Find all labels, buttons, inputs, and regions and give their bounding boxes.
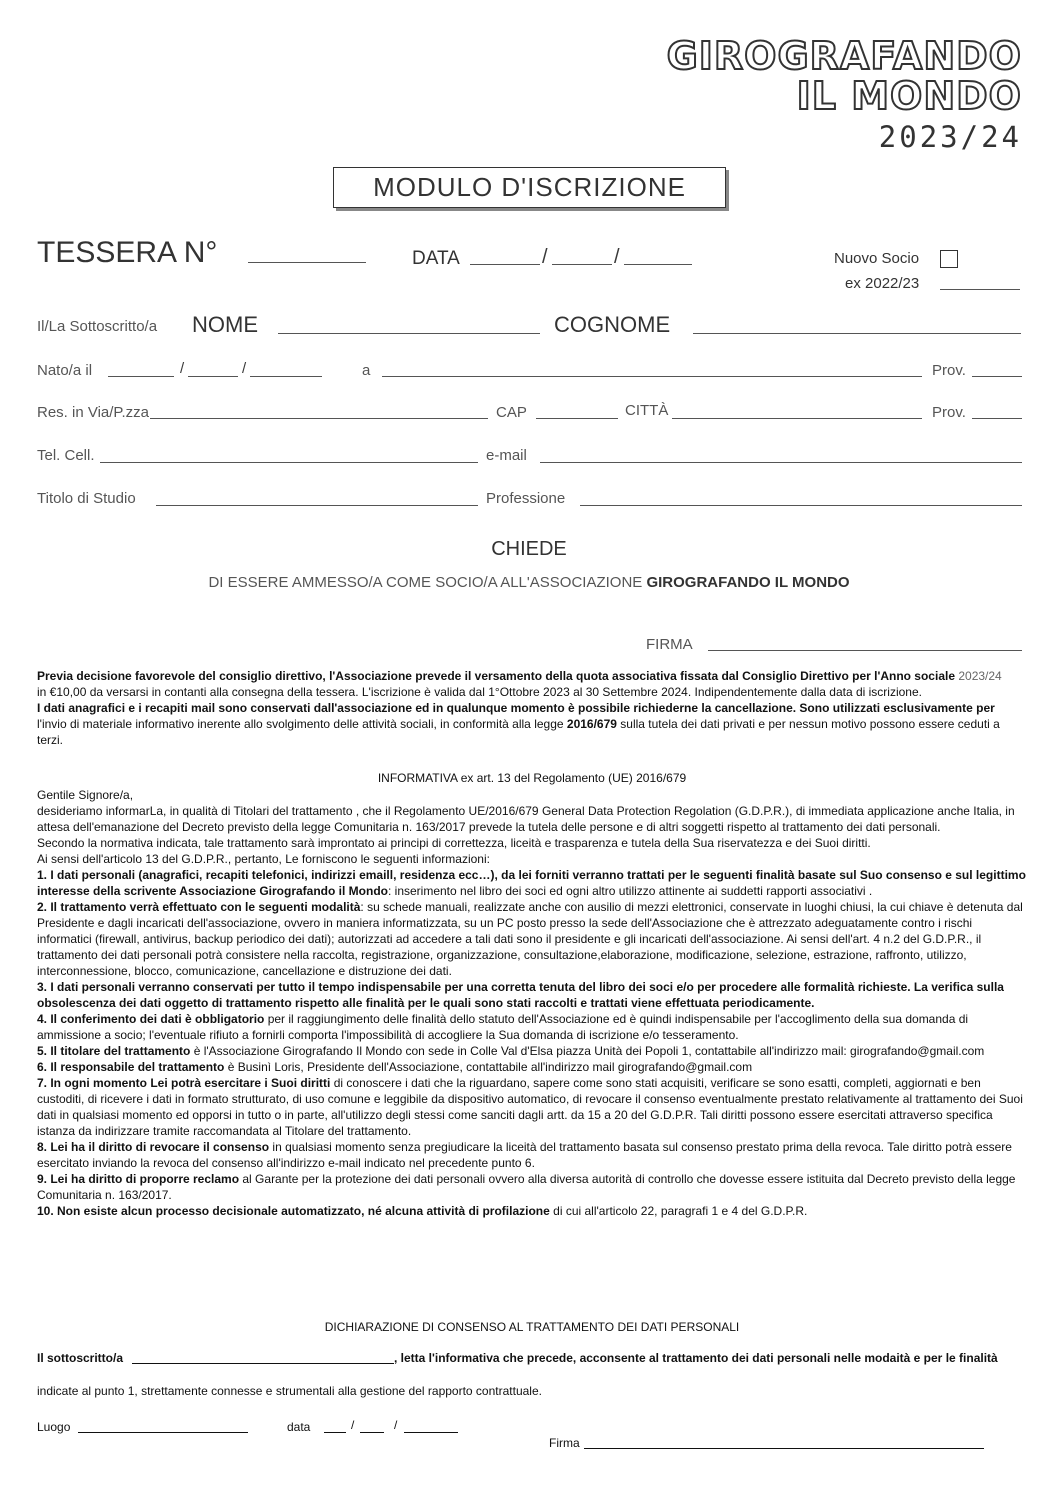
consenso-letta (394, 1351, 998, 1365)
item-text: di cui all'articolo 22, paragrafi 1 e 4 del G.D.P.R. (549, 1204, 808, 1218)
consenso-indicate: indicate al punto 1, strettamente connesse e strumentali alla gestione del rapporto contrattuale. (37, 1384, 542, 1398)
consenso-firma-label: Firma (549, 1436, 580, 1450)
nuovo-socio-label: Nuovo Socio (834, 250, 920, 267)
ex-socio-label: ex 2022/23 (845, 275, 920, 292)
tel-label: Tel. Cell. (37, 447, 95, 464)
informativa-item-9 (37, 1171, 1027, 1203)
logo-year: 2023/24 (878, 120, 1022, 154)
item-bold: I dati personali (anagrafici, recapiti telefonici, indirizzi emaill, residenza ecc…), da lei forniti verranno trattati per le seguenti finalità basate sul Suo consenso e sul legittimo interesse della scrivente Associazione Girografando il Mondo (37, 868, 1026, 898)
consenso-sottoscritto-label (37, 1351, 123, 1365)
informativa-p3: Ai sensi dell'articolo 13 del G.D.P.R., pertanto, Le forniscono le seguenti informazioni: (37, 852, 490, 866)
quota-bold-1: Previa decisione favorevole del consiglio direttivo, l'Associazione prevede il versamento della quota associativa fissata dal Consiglio Direttivo per l'Anno sociale (37, 669, 959, 683)
association-name: GIROGRAFANDO IL MONDO (646, 574, 850, 591)
item-number: 1. (37, 868, 51, 882)
form-title: MODULO D'ISCRIZIONE (333, 167, 726, 208)
item-number: 2. (37, 900, 51, 914)
item-number: 6. (37, 1060, 51, 1074)
titolo-label: Titolo di Studio (37, 490, 136, 507)
logo-line-1: GIROGRAFANDO (666, 34, 1022, 78)
cognome-label: COGNOME (554, 312, 671, 337)
consenso-slash: / (394, 1418, 398, 1432)
chiede-heading: CHIEDE (491, 538, 567, 560)
date-month-field[interactable] (552, 264, 612, 265)
date-slash: / (614, 246, 620, 268)
email-label: e-mail (486, 447, 527, 464)
item-text: : inserimento nel libro dei soci ed ogni altro utilizzo attinente ai suddetti rapporti associativi . (387, 884, 873, 898)
item-number: 7. (37, 1076, 51, 1090)
item-bold: Il responsabile del trattamento (50, 1060, 225, 1074)
informativa-item-4 (37, 1011, 1027, 1043)
birth-place-label: a (362, 362, 371, 379)
firma-label: FIRMA (646, 636, 693, 653)
logo-line-2: IL MONDO (796, 74, 1022, 118)
date-slash: / (542, 246, 548, 268)
nato-label: Nato/a il (37, 362, 93, 379)
quota-law: 2016/679 (566, 717, 617, 731)
item-bold: Non esiste alcun processo decisionale automatizzato, né alcuna attività di profilazione (57, 1204, 550, 1218)
email-field[interactable] (540, 462, 1022, 463)
luogo-field[interactable] (78, 1432, 248, 1433)
informativa-item-3 (37, 979, 1027, 1011)
item-text: : su schede manuali, realizzate anche con ausilio di mezzi elettronici, conservate in luoghi chiusi, la cui chiave è detenuta dal Presidente e dagli incaricati dell'associazione, ovvero in maniera informatizzata, su un PC posto presso la sede dell'Associazione che è attrezzato adeguatamente contro i rischi informatici (firewall, antivirus, backup periodico dei dati); autorizzati ad accedere a tali dati sono il presidente e gli incaricati dell'associazione. Ai sensi dell'art. 4 n.2 del G.D.P.R., il trattamento dei dati personali potrà consistere nella raccolta, registrazione, organizzazione, consultazione,elaborazione, modificazione, selezione, estrazione, raffronto, utilizzo, interconnessione, blocco, comunicazione, cancellazione e distruzione dei dati. (37, 900, 1023, 978)
item-number: 5. (37, 1044, 51, 1058)
informativa-p1: desideriamo informarLa, in qualità di Titolari del trattamento , che il Regolamento UE/2016/679 General Data Protection Regolation (G.D.P.R.), di immediata applicazione anche Italia, in attesa dell'emanazione del Decreto previsto della legge Comunitaria n. 163/2017 prevede la tutela delle persone e di altri soggetti rispetto al trattamento dei dati personali. (37, 804, 1015, 834)
informativa-item-6 (37, 1059, 1027, 1075)
cap-field[interactable] (536, 418, 618, 419)
consenso-month-field[interactable] (360, 1432, 384, 1433)
informativa-item-2 (37, 899, 1027, 979)
informativa-p2: Secondo la normativa indicata, tale trattamento sarà improntato ai principi di correttezza, liceità e trasparenza e tutela della Sua riservatezza e dei Suoi diritti. (37, 836, 871, 850)
item-text: di conoscere i dati che la riguardano, sapere come sono stati acquisiti, verificare se sono esatti, completi, aggiornati e ben custoditi, di ricevere i dati in formato strutturato, di uso comune e leggibile da dispositivo automatico, di revocare il consenso eventualmente prestato relativamente al trattamento dei Suoi dati in qualsiasi momento ed opporsi in tutto o in parte, all'utilizzo degli stessi come sanciti dagli artt. da 15 a 20 del G.D.P.R. Tali diritti possono essere esercitati attraverso specifica istanza da indirizzare tramite raccomandata al Titolare del trattamento. (37, 1076, 1023, 1138)
item-text: per il raggiungimento delle finalità dello statuto dell'Associazione ed è quindi indispensabile per l'accoglimento della sua domanda di ammissione a socio; l'eventuale rifiuto a fornirli comporta l'impossibilità di accogliere la Sua domanda di iscrizione e/o tesseramento. (37, 1012, 969, 1042)
item-number: 10. (37, 1204, 58, 1218)
sottoscritto-label: Il/La Sottoscritto/a (37, 318, 158, 335)
birth-month-field[interactable] (188, 376, 238, 377)
informativa-item-1 (37, 867, 1027, 899)
informativa-item-8 (37, 1139, 1027, 1171)
item-number: 4. (37, 1012, 51, 1026)
nome-field[interactable] (278, 333, 540, 334)
item-text: è l'Associazione Girografando Il Mondo con sede in Colle Val d'Elsa piazza Unità dei Popoli 1, contattabile all'indirizzo mail: girografando@gmail.com (190, 1044, 985, 1058)
item-text: al Garante per la protezione dei dati personali ovvero alla diversa autorità di controllo che dovesse essere istituita dal Decreto previsto della legge Comunitaria n. 163/2017. (37, 1172, 1016, 1202)
citta-field[interactable] (672, 418, 922, 419)
informativa-item-5 (37, 1043, 1027, 1059)
consenso-heading: DICHIARAZIONE DI CONSENSO AL TRATTAMENTO DEI DATI PERSONALI (324, 1320, 740, 1334)
professione-label: Professione (486, 490, 566, 507)
informativa-item-7 (37, 1075, 1027, 1139)
item-number: 8. (37, 1140, 51, 1154)
informativa-item-10 (37, 1203, 1027, 1219)
quota-line-3b: sulla tutela dei dati privati e per nessun motivo possono essere ceduti a terzi. (37, 717, 1000, 747)
informativa-greeting: Gentile Signore/a, (37, 788, 134, 802)
consenso-day-field[interactable] (324, 1432, 346, 1433)
consenso-slash: / (351, 1418, 355, 1432)
consenso-firma-field[interactable] (584, 1448, 984, 1449)
luogo-label: Luogo (37, 1420, 71, 1434)
item-number: 3. (37, 980, 51, 994)
item-text: è Businì Loris, Presidente dell'Associazione, contattabile all'indirizzo mail girografando@gmail.com (224, 1060, 753, 1074)
quota-paragraph (37, 668, 1027, 748)
cap-label: CAP (496, 404, 527, 421)
consenso-letta-text: , letta l'informativa che precede, acconsente al trattamento dei dati personali nelle modaità e per le finalità (394, 1351, 998, 1365)
birth-year-field[interactable] (250, 376, 322, 377)
titolo-field[interactable] (156, 505, 478, 506)
item-number: 9. (37, 1172, 51, 1186)
citta-label: CITTÀ (625, 402, 669, 419)
quota-bold-2: I dati anagrafici e i recapiti mail sono conservati dall'associazione ed in qualunque momento è possibile richiederne la cancellazione. Sono utilizzati esclusivamente per (37, 701, 995, 715)
birth-slash: / (180, 360, 185, 377)
res-prov-label: Prov. (932, 404, 966, 421)
item-bold: In ogni momento Lei potrà esercitare i Suoi diritti (50, 1076, 331, 1090)
item-text: in qualsiasi momento senza pregiudicare la liceità del trattamento basata sul consenso prestato prima della revoca. Tale diritto potrà essere esercitato inviando la revoca del consenso all'indirizzo e-mail indicato nel precedente punto 6. (37, 1140, 1012, 1170)
quota-line-3a: l'invio di materiale informativo inerente allo svolgimento delle attività sociali, in conformità alla legge (37, 717, 567, 731)
item-bold: Il trattamento verrà effettuato con le seguenti modalità (50, 900, 361, 914)
tessera-number-field[interactable] (248, 262, 366, 263)
item-bold: Il titolare del trattamento (50, 1044, 191, 1058)
item-bold: I dati personali verranno conservati per tutto il tempo indispensabile per una corretta tenuta del libro dei soci e/o per procedere alle formalità richieste. La verifica sulla obsolescenza dei dati oggetto di trattamento rispetto alle finalità per le quali sono stati raccolti e trattati viene effettuata periodicamente. (37, 980, 1004, 1010)
item-bold: Lei ha il diritto di revocare il consenso (50, 1140, 270, 1154)
residenza-field[interactable] (150, 418, 488, 419)
res-prov-field[interactable] (972, 418, 1022, 419)
tessera-label: TESSERA N° (37, 236, 218, 269)
consenso-year-field[interactable] (404, 1432, 458, 1433)
birth-slash: / (242, 360, 247, 377)
informativa-heading: INFORMATIVA ex art. 13 del Regolamento (UE) 2016/679 (377, 771, 687, 785)
consenso-sottoscritto-text: Il sottoscritto/a (37, 1351, 124, 1365)
birth-place-field[interactable] (382, 376, 922, 377)
quota-year: 2023/24 (958, 669, 1002, 683)
nuovo-socio-checkbox[interactable] (940, 250, 958, 268)
item-bold: Il conferimento dei dati è obbligatorio (50, 1012, 265, 1026)
ammesso-text: DI ESSERE AMMESSO/A COME SOCIO/A ALL'ASSOCIAZIONE (208, 574, 647, 591)
data-label: DATA (412, 248, 460, 269)
ammesso-statement (0, 574, 1058, 591)
date-year-field[interactable] (624, 264, 692, 265)
professione-field[interactable] (580, 505, 1022, 506)
tel-field[interactable] (100, 462, 478, 463)
cognome-field[interactable] (693, 333, 1021, 334)
logo (667, 36, 1022, 154)
quota-line-2: in €10,00 da versarsi in contanti alla consegna della tessera. L'iscrizione è valida dal 1°Ottobre 2023 al 30 Settembre 2024. Indipendentemente dalla data di iscrizione. (37, 685, 922, 699)
residenza-label: Res. in Via/P.zza (37, 404, 150, 421)
birth-prov-label: Prov. (932, 362, 966, 379)
birth-day-field[interactable] (108, 376, 174, 377)
firma-field[interactable] (708, 650, 1022, 651)
date-day-field[interactable] (470, 264, 540, 265)
item-bold: Lei ha diritto di proporre reclamo (50, 1172, 240, 1186)
consenso-data-label: data (287, 1420, 311, 1434)
ex-socio-field[interactable] (940, 289, 1020, 290)
nome-label: NOME (192, 312, 258, 337)
birth-prov-field[interactable] (972, 376, 1022, 377)
informativa-body (37, 787, 1027, 1219)
consenso-name-field[interactable] (132, 1363, 394, 1364)
